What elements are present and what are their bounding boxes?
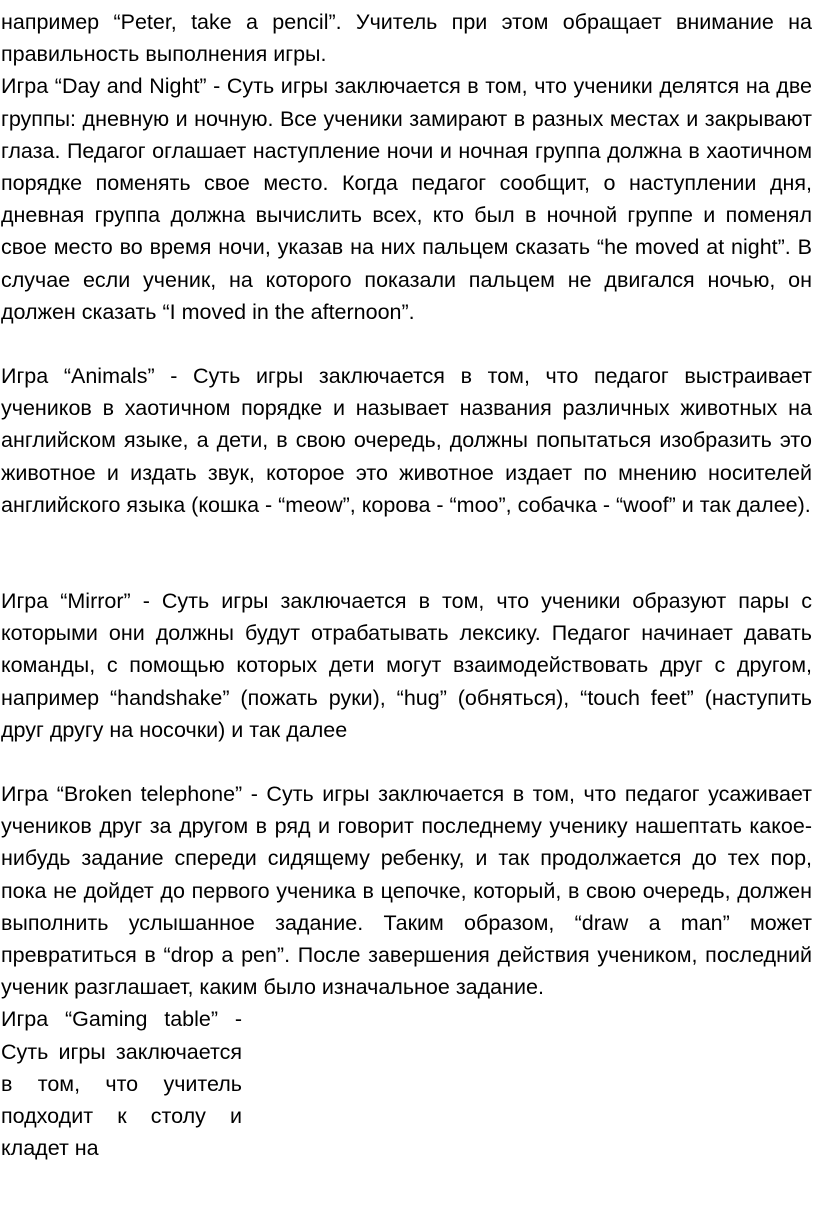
paragraph-mirror: Игра “Mirror” - Суть игры заключается в том, что ученики образуют пары с которыми они должны будут отрабатывать лексику. Педагог начинает давать команды, с помощью которых дети могут взаимодействовать друг с другом, например “handshake” (пожать руки), “hug” (обняться), “touch feet” (наступить друг другу на носочки) и так далее <box>1 589 812 742</box>
spacer <box>1 521 812 585</box>
paragraph-broken-telephone: Игра “Broken telephone” - Суть игры заключается в том, что педагог усаживает учеников друг за другом в ряд и говорит последнему ученику нашептать какое-нибудь задание спереди сидящему ребенку, и так продолжается до тех пор, пока не дойдет до первого ученика в цепочке, который, в свою очередь, должен выполнить услышанное задание. Таким образом, “draw a man” может превратиться в “drop a pen”. После завершения действия учеником, последний ученик разглашает, каким было изначальное задание. <box>1 782 812 1000</box>
paragraph-intro: например “Peter, take a pencil”. Учитель при этом обращает внимание на правильность выполнения игры. <box>1 10 812 67</box>
spacer <box>1 328 812 360</box>
paragraph-gaming-table: Игра “Gaming table” - Суть игры заключается в том, что учитель подходит к столу и кладет на <box>1 1007 242 1161</box>
paragraph-animals: Игра “Animals” - Суть игры заключается в том, что педагог выстраивает учеников в хаотичном порядке и называет названия различных животных на английском языке, а дети, в свою очередь, должны попытаться изобразить это животное и издать звук, которое это животное издает по мнению носителей английского языка (кошка - “meow”, корова - “moo”, собачка - “woof” и так далее). <box>1 364 812 517</box>
spacer <box>1 746 812 778</box>
paragraph-day-and-night: Игра “Day and Night” - Суть игры заключается в том, что ученики делятся на две группы: дневную и ночную. Все ученики замирают в разных местах и закрывают глаза. Педагог оглашает наступление ночи и ночная группа должна в хаотичном порядке поменять свое место. Когда педагог сообщит, о наступлении дня, дневная группа должна вычислить всех, кто был в ночной группе и поменял свое место во время ночи, указав на них пальцем сказать “he moved at night”. В случае если ученик, на которого показали пальцем не двигался ночью, он должен сказать “I moved in the afternoon”. <box>1 74 812 324</box>
